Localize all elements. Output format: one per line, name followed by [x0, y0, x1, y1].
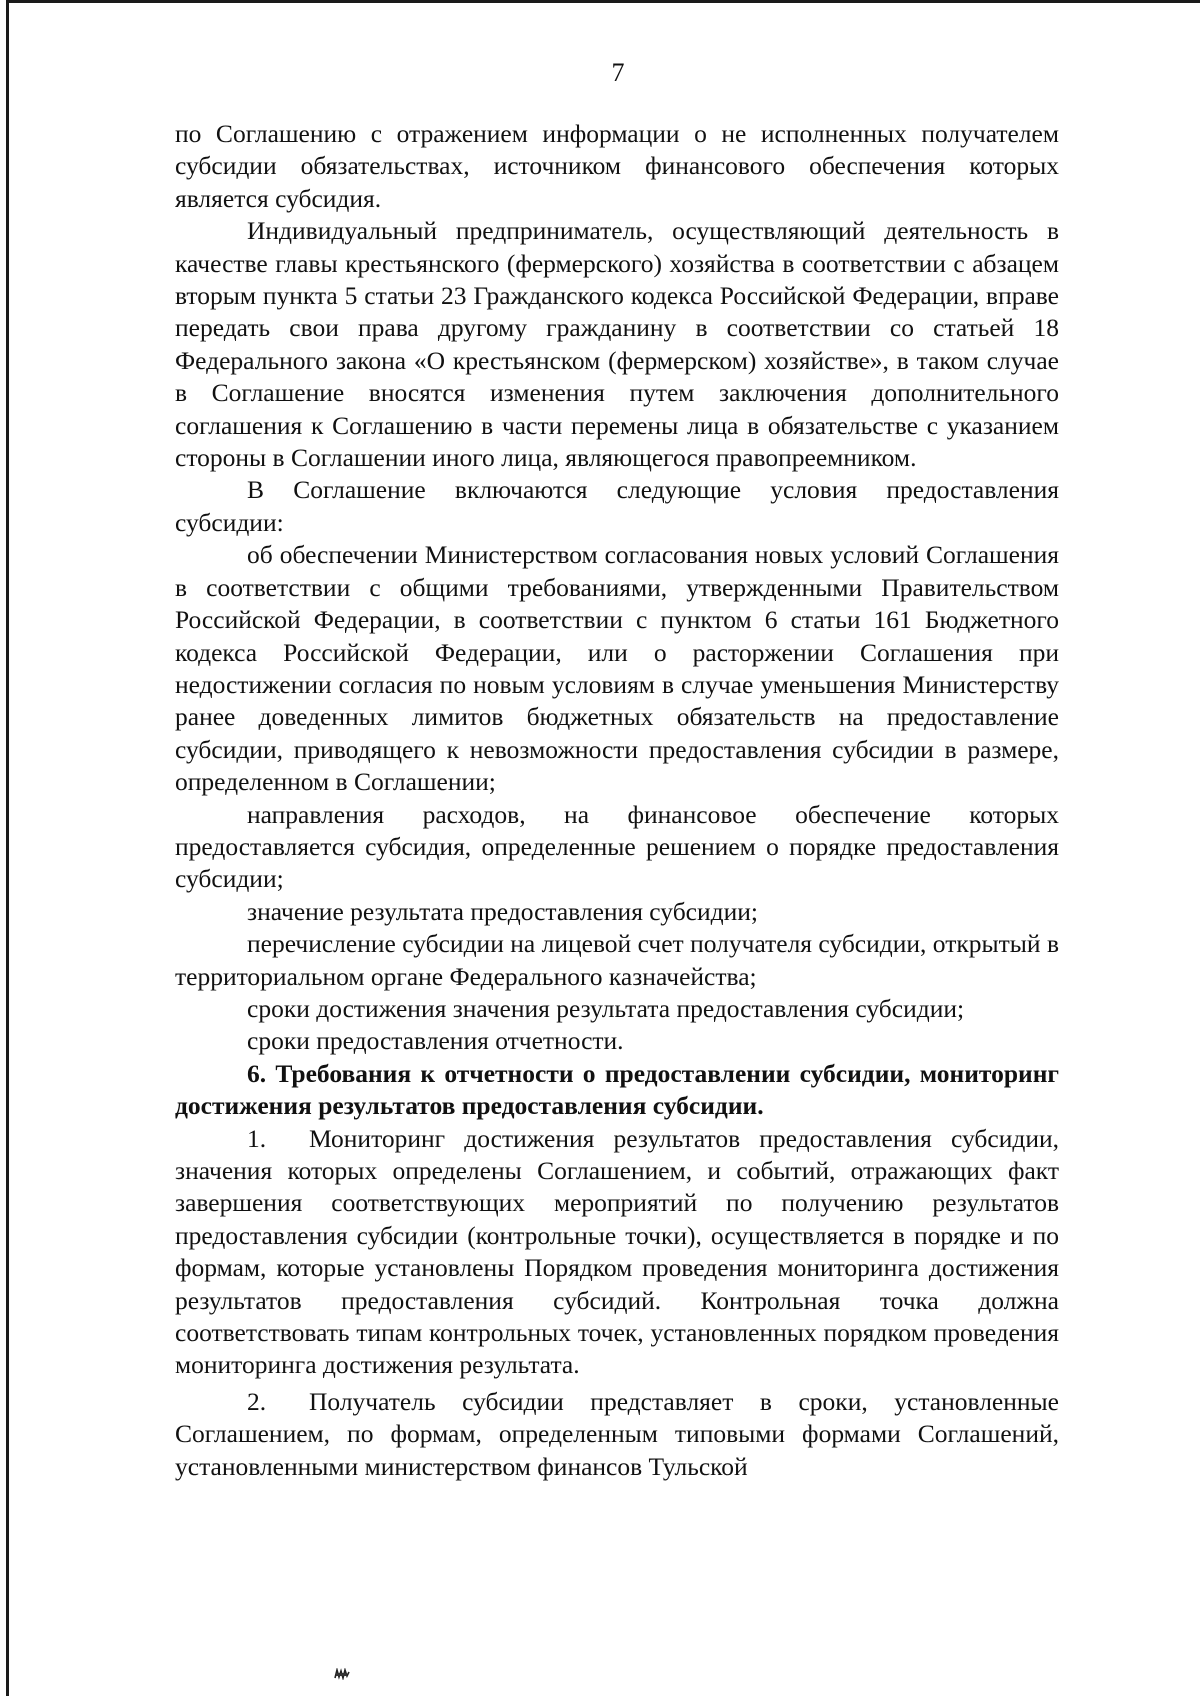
- item-number: 2.: [247, 1386, 267, 1416]
- scan-mark: [334, 1668, 350, 1680]
- numbered-item-2: [175, 1386, 1059, 1483]
- paragraph-condition-deadlines: сроки достижения значения результата предоставления субсидии;: [247, 993, 965, 1023]
- paragraph-condition-result-value: значение результата предоставления субсидии;: [247, 896, 758, 926]
- scan-edge-top: [6, 0, 1200, 3]
- paragraph-continuation: по Соглашению с отражением информации о не исполненных получателем субсидии обязательствах, источником финансового обеспечения которых является субсидия.: [175, 119, 1059, 213]
- item-text: Получатель субсидии представляет в сроки, установленные Соглашением, по формам, определенным типовыми формами Соглашений, установленными министерством финансов Тульской: [175, 1386, 1059, 1481]
- numbered-item-1: [175, 1123, 1059, 1382]
- paragraph-agreement-conditions-intro: В Соглашение включаются следующие условия предоставления субсидии:: [175, 475, 1059, 537]
- paragraph-condition-approval: об обеспечении Министерством согласования новых условий Соглашения в соответствии с общими требованиями, утвержденными Правительством Российской Федерации, в соответствии с пунктом 6 статьи 161 Бюджетного кодекса Российской Федерации, или о расторжении Соглашения при недостижении согласия по новым условиям в случае уменьшения Министерству ранее доведенных лимитов бюджетных обязательств на предоставление субсидии, приводящего к невозможности предоставления субсидии в размере, определенном в Соглашении;: [175, 540, 1059, 797]
- paragraph-condition-transfer: перечисление субсидии на лицевой счет получателя субсидии, открытый в территориальном органе Федерального казначейства;: [175, 929, 1059, 991]
- document-body: [175, 118, 1059, 1483]
- item-number: 1.: [247, 1123, 267, 1153]
- section-heading: 6. Требования к отчетности о предоставлении субсидии, мониторинг достижения результатов предоставления субсидии.: [175, 1058, 1059, 1121]
- item-text: Мониторинг достижения результатов предоставления субсидии, значения которых определены Соглашением, и событий, отражающих факт завершения соответствующих мероприятий по получению результатов предоставления субсидии (контрольные точки), осуществляется в порядке и по формам, которые установлены Порядком проведения мониторинга достижения результатов предоставления субсидий. Контрольная точка должна соответствовать типам контрольных точек, установленных порядком проведения мониторинга достижения результата.: [175, 1123, 1059, 1380]
- page-number: 7: [611, 58, 625, 87]
- paragraph-farmer-rights: Индивидуальный предприниматель, осуществляющий деятельность в качестве главы крестьянского (фермерского) хозяйства в соответствии с абзацем вторым пункта 5 статьи 23 Гражданского кодекса Российской Федерации, вправе передать свои права другому гражданину в соответствии со статьей 18 Федерального закона «О крестьянском (фермерском) хозяйстве», в таком случае в Соглашение вносятся изменения путем заключения дополнительного соглашения к Соглашению в части перемены лица в обязательстве с указанием стороны в Соглашении иного лица, являющегося правопреемником.: [175, 216, 1059, 473]
- scan-edge-left: [6, 0, 9, 1696]
- paragraph-condition-reporting: сроки предоставления отчетности.: [247, 1026, 624, 1056]
- paragraph-condition-expenses: направления расходов, на финансовое обеспечение которых предоставляется субсидия, определенные решением о порядке предоставления субсидии;: [175, 799, 1059, 894]
